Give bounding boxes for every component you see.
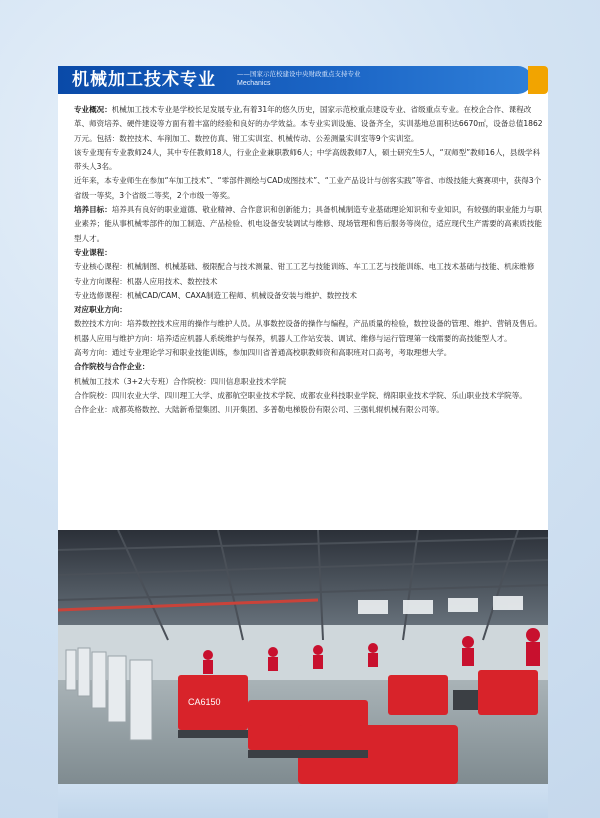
page-title: 机械加工技术专业	[72, 70, 216, 90]
overview-text: 机械加工技术专业是学校长足发展专业,有着31年的悠久历史，国家示范校重点建设专业、省级重点专业。在校企合作、课程改革、师资培养、硬件建设等方面有着丰富的经验和良好的办学效益。本专业实训设施、设备齐全，实训基地总面积达6670㎡，设备总值1862万元。包括：数控技术、车削加工、数控仿真、钳工实训室、机械传动、公差测量实训室等9个实训室。	[74, 105, 543, 143]
header-accent-block	[528, 66, 548, 94]
workshop-photo	[58, 530, 548, 784]
body-text	[74, 103, 544, 418]
teachers-text: 该专业现有专业教师24人，其中专任教师18人，行业企业兼职教师6人；中学高级教师7人，硕士研究生5人，“双师型”教师16人，县级学科带头人3名。	[74, 147, 541, 172]
overview-paragraph	[74, 103, 544, 146]
teachers-paragraph	[74, 146, 544, 175]
employment-heading: 对应职业方向：	[74, 305, 127, 315]
cnc-direction: 数控技术方向：培养数控技术应用的操作与维护人员。从事数控设备的操作与编程，产品质量的检验，数控设备的管理、维护、营销及售后。	[74, 319, 542, 329]
goal-paragraph	[74, 203, 544, 246]
partner-schools: 合作院校：四川农业大学、四川理工大学、成都航空职业技术学院、成都农业科技职业学院、绵阳职业技术学院、乐山职业技术学院等。	[74, 390, 527, 400]
partner-school-32: 机械加工技术（3+2大专班）合作院校：四川信息职业技术学院	[74, 376, 287, 386]
header-subtitle-english: Mechanics	[237, 80, 271, 87]
goal-text: 培养具有良好的职业道德、敬业精神、合作意识和创新能力；具备机械制造专业基础理论知识和专业知识，有较强的职业能力与职业素养；能从事机械零部件的加工制造、产品检验、机电设备安装调试与维修、现场管理和售后服务等岗位，适应现代生产需要的高素质技能型人才。	[74, 205, 542, 243]
robot-direction: 机器人应用与维护方向：培养适应机器人系统维护与保养，机器人工作站安装、调试、维修与运行管理第一线需要的高技能型人才。	[74, 333, 512, 343]
exam-direction: 高考方向：通过专业理论学习和职业技能训练，参加四川省普通高校职教师资和高职班对口高考，考取理想大学。	[74, 348, 452, 358]
courses-heading: 专业课程：	[74, 247, 112, 257]
elective-courses: 专业选修课程：机械CAD/CAM、CAXA制造工程师、机械设备安装与维护、数控技术	[74, 290, 357, 300]
partner-companies: 合作企业：成都英格数控、大陆新希望集团、川开集团、多普勒电梯股份有限公司、三强轧辊机械有限公司等。	[74, 405, 444, 415]
machine-brand-label: CA6150	[188, 697, 221, 707]
header-subtitle: ——国家示范校建设中央财政重点支持专业	[237, 70, 361, 78]
overview-label: 专业概况：	[74, 105, 112, 114]
core-courses: 专业核心课程：机械制图、机械基础、极限配合与技术测量、钳工工艺与技能训练、车工工艺与技能训练、电工技术基础与技能、机床维修	[74, 262, 535, 272]
awards-text: 近年来，本专业师生在参加“车加工技术”、“零部件测绘与CAD成图技术”、“工业产品设计与创客实践”等省、市级技能大赛赛项中，获得3个省级一等奖，3个省级二等奖，2个市级一等奖。	[74, 176, 542, 200]
awards-paragraph	[74, 174, 544, 203]
workshop-illustration	[58, 530, 548, 784]
page-bottom-band	[58, 784, 548, 818]
partners-heading: 合作院校与合作企业：	[74, 362, 150, 372]
direction-courses: 专业方向课程：机器人应用技术、数控技术	[74, 276, 218, 286]
goal-label: 培养目标：	[74, 205, 112, 215]
